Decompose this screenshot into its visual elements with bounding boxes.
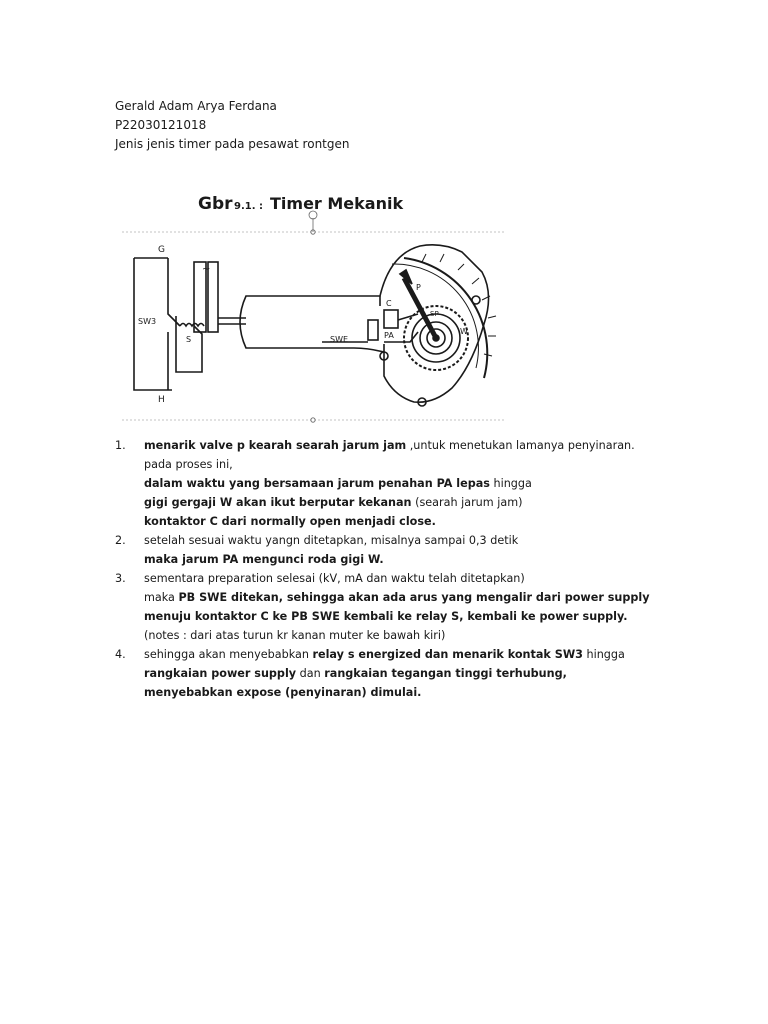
step-text-bold: PB SWE ditekan, sehingga akan ada arus yang mengalir dari power supply [178,591,650,604]
document-header [115,97,350,154]
step-line [144,607,635,626]
timer-mekanik-figure [122,166,504,424]
step-text-bold: rangkaian power supply [144,667,297,680]
step-item [115,531,635,569]
step-number: 2. [115,534,126,547]
step-line [144,512,635,531]
step-text: ,untuk menetukan lamanya penyinaran. [406,439,635,452]
step-line [144,455,635,474]
label-ac: ~ [202,264,211,275]
label-sp: SP [430,310,439,318]
author-name: Gerald Adam Arya Ferdana [115,99,277,113]
step-text-bold: dalam waktu yang bersamaan jarum penahan PA lepas [144,477,490,490]
step-text: hingga [582,648,625,661]
step-text: (notes : dari atas turun kr kanan muter ke bawah kiri) [144,629,446,642]
label-c: C [386,299,392,308]
step-number: 1. [115,439,126,452]
step-item [115,436,635,531]
step-text-bold: kontaktor C dari normally open menjadi close. [144,515,436,528]
step-line [144,474,635,493]
step-text: pada proses ini, [144,458,233,471]
label-g: G [158,245,165,255]
timer-mekanik-diagram [122,166,504,424]
step-text-bold: menarik valve p kearah searah jarum jam [144,439,407,452]
step-text-bold: menuju kontaktor C ke PB SWE kembali ke relay S, kembali ke power supply. [144,610,628,623]
figure-caption-title: Timer Mekanik [270,194,404,213]
step-line [144,588,650,607]
step-text: sehingga akan menyebabkan [144,648,313,661]
figure-caption-prefix: Gbr [198,194,233,214]
label-p: P [416,283,421,292]
step-text: dan [296,667,325,680]
step-item [115,569,650,645]
figure-caption-number: 9.1. : [234,201,263,212]
step-number: 3. [115,572,126,585]
step-line [144,550,635,569]
step-text: sementara preparation selesai (kV, mA dan waktu telah ditetapkan) [144,572,525,585]
step-text-bold: relay s energized dan menarik kontak SW3 [312,648,583,661]
document-subject: Jenis jenis timer pada pesawat rontgen [115,137,350,151]
label-w: W [460,327,468,336]
label-swe: SWE [330,335,349,344]
label-h: H [158,395,165,405]
step-text-bold: menyebabkan expose (penyinaran) dimulai. [144,686,422,699]
steps-list [115,436,650,702]
step-text-bold: gigi gergaji W akan ikut berputar kekanan [144,496,412,509]
step-line [144,683,635,702]
step-line [144,436,635,455]
step-item [115,645,635,702]
step-text-bold: maka jarum PA mengunci roda gigi W. [144,553,384,566]
step-line [144,531,635,550]
step-line [144,645,635,664]
step-text: hingga [489,477,532,490]
step-line [144,569,635,588]
step-line [144,664,635,683]
label-pa: PA [384,331,394,340]
label-s: S [186,335,192,344]
step-text: maka [144,591,179,604]
step-number: 4. [115,648,126,661]
student-id: P22030121018 [115,118,207,132]
step-line [144,626,635,645]
step-line [144,493,635,512]
step-text: (searah jarum jam) [411,496,523,509]
step-text: setelah sesuai waktu yangn ditetapkan, misalnya sampai 0,3 detik [144,534,519,547]
label-sw3: SW3 [138,317,157,326]
step-text-bold: rangkaian tegangan tinggi terhubung, [324,667,567,680]
